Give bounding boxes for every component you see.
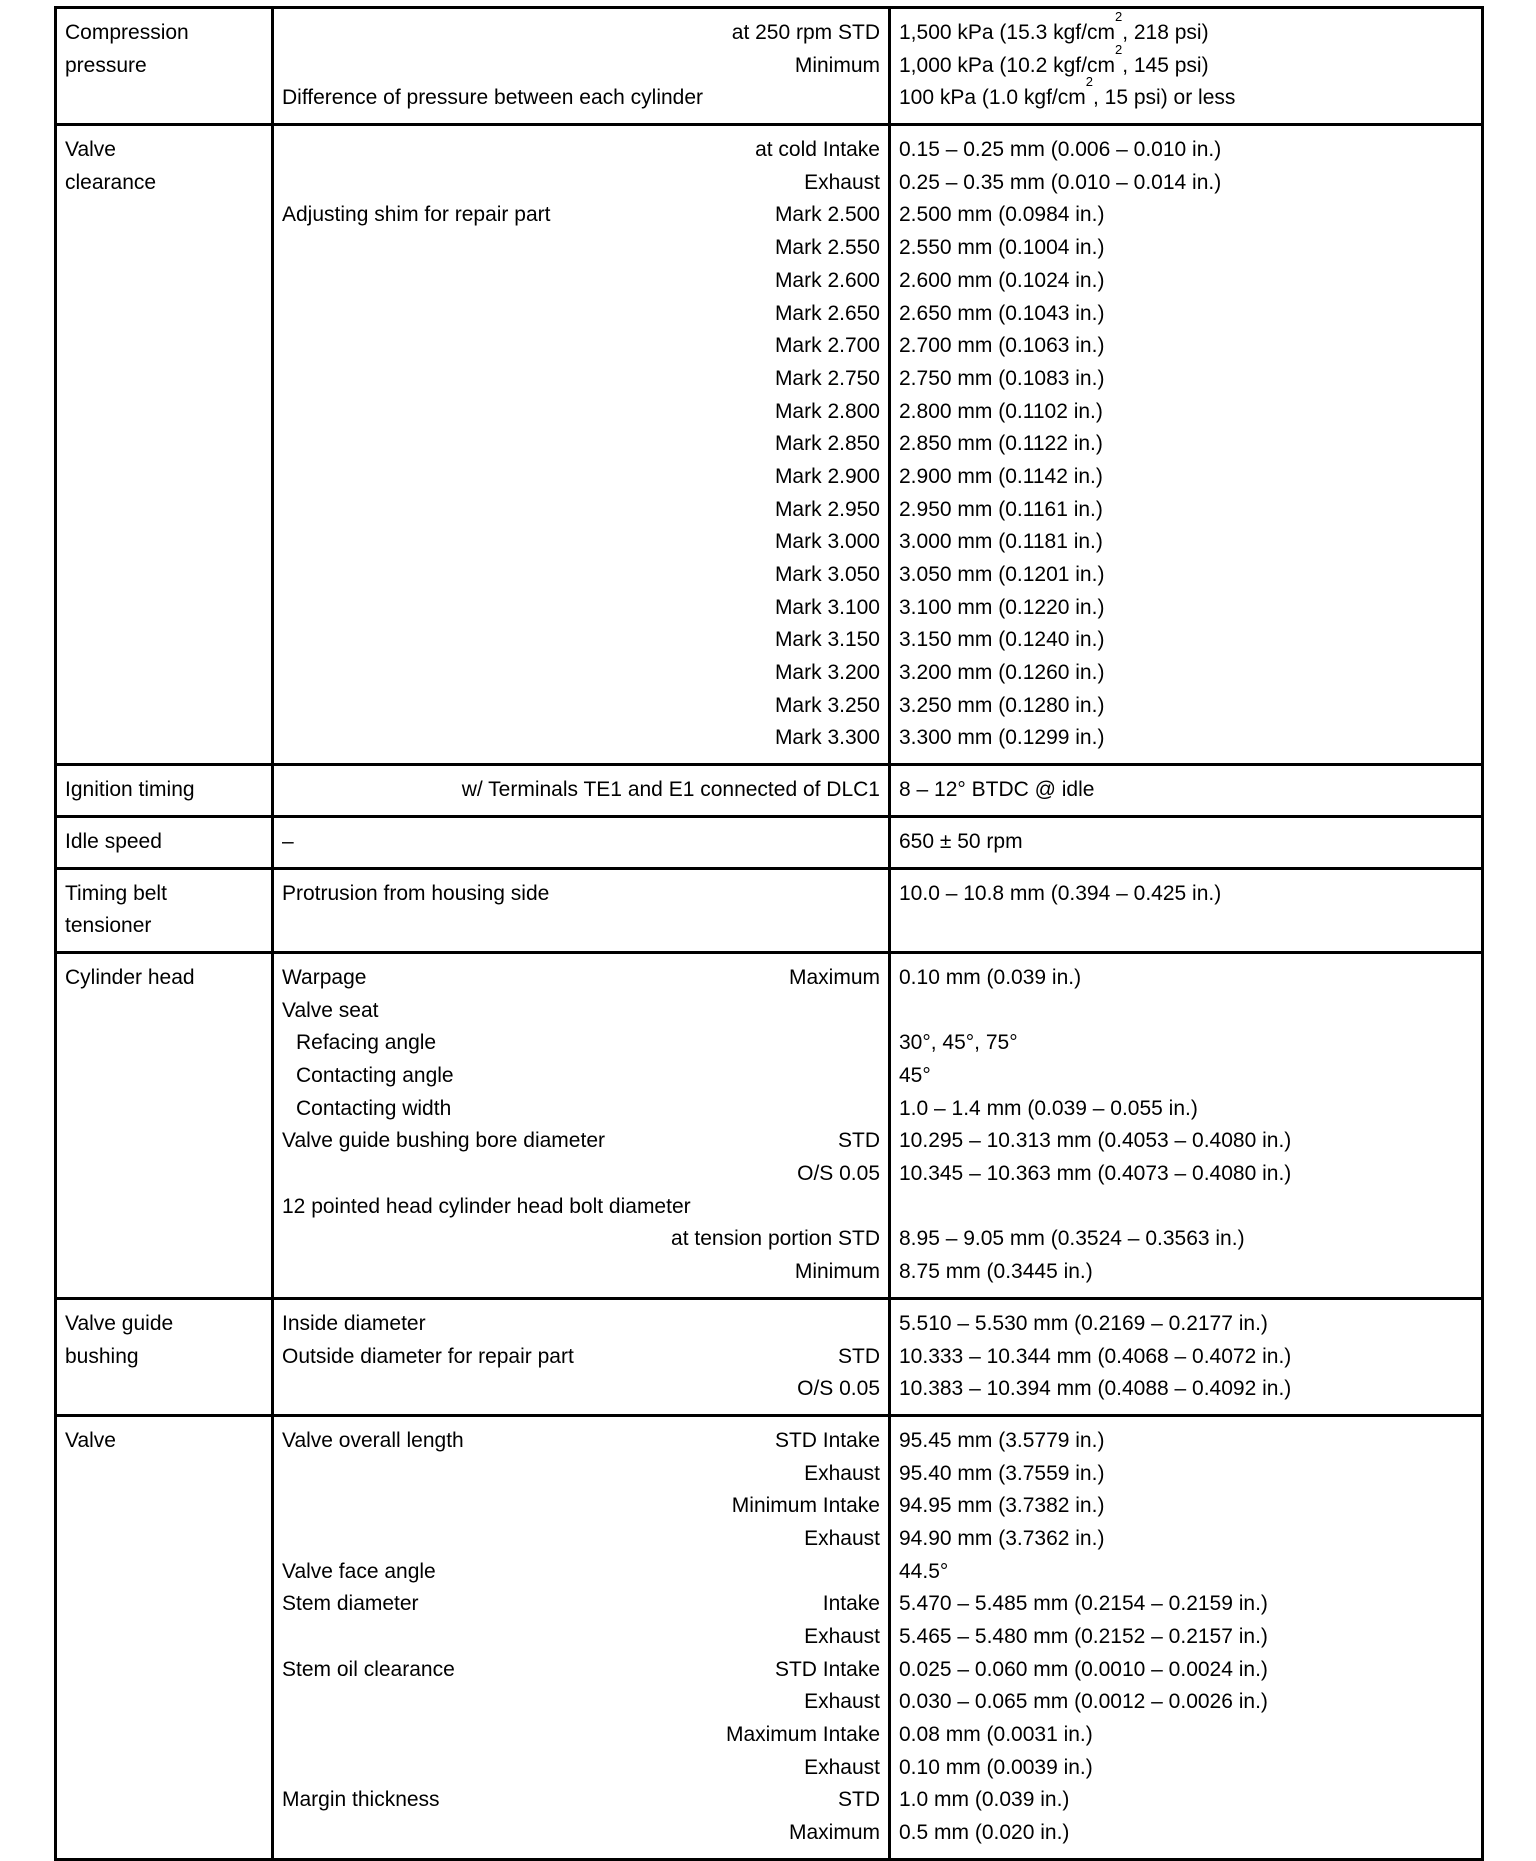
condition-label: Mark 2.950: [774, 497, 880, 521]
condition-line: [282, 298, 880, 331]
condition-label: Mark 2.550: [774, 236, 880, 260]
condition-label: STD Intake: [774, 1657, 880, 1681]
condition-label: Mark 2.750: [774, 366, 880, 390]
section-name: pressure: [65, 53, 147, 77]
condition-line: [282, 774, 880, 807]
condition-line: [282, 995, 880, 1028]
spec-value: 3.050 mm (0.1201 in.): [899, 563, 1105, 586]
item-label: Valve overall length: [282, 1428, 464, 1452]
spec-value: 3.200 mm (0.1260 in.): [899, 661, 1105, 685]
spec-value: 0.10 mm (0.0039 in.): [899, 1755, 1093, 1779]
section-name: clearance: [65, 170, 157, 194]
item-label: Valve seat: [282, 998, 379, 1022]
spec-value: 5.470 – 5.485 mm (0.2154 – 0.2159 in.): [899, 1592, 1268, 1616]
condition-label: Maximum Intake: [725, 1723, 880, 1747]
spec-value: 10.383 – 10.394 mm (0.4088 – 0.4092 in.): [899, 1377, 1292, 1401]
item-label: Protrusion from housing side: [282, 881, 550, 905]
condition-cell: [273, 816, 890, 868]
condition-label: [691, 1191, 880, 1224]
spec-value: 8.75 mm (0.3445 in.): [899, 1260, 1093, 1284]
condition-label: [426, 1308, 880, 1341]
condition-label: Exhaust: [804, 1526, 880, 1550]
condition-label: STD Intake: [774, 1428, 880, 1452]
condition-line: [282, 1784, 880, 1817]
condition-label: Exhaust: [804, 1625, 880, 1648]
section-name-cell: [56, 8, 273, 125]
spec-table-body: [56, 8, 1483, 1860]
section-name: Idle speed: [65, 829, 162, 853]
spec-value: 2.850 mm (0.1122 in.): [899, 432, 1103, 456]
condition-label: Exhaust: [804, 1461, 880, 1485]
section-name: Valve: [65, 138, 116, 162]
item-label: 12 pointed head cylinder head bolt diameter: [282, 1194, 691, 1218]
condition-line: [282, 624, 880, 657]
spec-value: 95.40 mm (3.7559 in.): [899, 1461, 1105, 1485]
condition-label: Intake: [822, 1592, 880, 1616]
condition-line: [282, 1556, 880, 1589]
condition-label: Minimum: [794, 53, 880, 77]
spec-section: [56, 765, 1483, 817]
item-label: Stem oil clearance: [282, 1657, 455, 1681]
condition-line: [282, 265, 880, 298]
spec-value: 1.0 mm (0.039 in.): [899, 1788, 1070, 1812]
condition-label: Mark 2.600: [774, 268, 880, 292]
condition-line: [282, 17, 880, 50]
item-label: Contacting width: [296, 1096, 452, 1120]
spec-value: 10.345 – 10.363 mm (0.4073 – 0.4080 in.): [899, 1162, 1292, 1186]
condition-line: [282, 1223, 880, 1256]
condition-line: [282, 1191, 880, 1224]
condition-label: Mark 3.000: [774, 530, 880, 554]
condition-label: Minimum Intake: [731, 1494, 880, 1518]
spec-section: [56, 1298, 1483, 1415]
condition-line: [282, 396, 880, 429]
condition-line: [282, 1490, 880, 1523]
condition-line: [282, 134, 880, 167]
condition-cell: [273, 125, 890, 765]
spec-value: 0.030 – 0.065 mm (0.0012 – 0.0026 in.): [899, 1690, 1268, 1714]
spec-section: [56, 952, 1483, 1298]
condition-label: w/ Terminals TE1 and E1 connected of DLC1: [461, 778, 880, 802]
condition-line: [282, 878, 880, 911]
section-name: bushing: [65, 1344, 139, 1368]
condition-label: Mark 2.800: [774, 399, 880, 423]
section-name: Valve: [65, 1428, 116, 1452]
spec-value: 0.25 – 0.35 mm (0.010 – 0.014 in.): [899, 170, 1222, 194]
condition-label: STD: [838, 1129, 880, 1153]
spec-section: [56, 125, 1483, 765]
condition-label: Mark 2.650: [774, 301, 880, 325]
condition-line: [282, 1752, 880, 1785]
item-label: Valve face angle: [282, 1559, 436, 1583]
value-cell: [890, 1415, 1483, 1859]
section-name: tensioner: [65, 914, 152, 938]
condition-label: Mark 2.850: [774, 432, 880, 456]
engine-spec-table: [54, 6, 1484, 1861]
condition-label: O/S 0.05: [797, 1377, 880, 1401]
condition-line: [282, 82, 880, 115]
condition-line: [282, 1654, 880, 1687]
condition-line: [282, 330, 880, 363]
spec-value: 1,000 kPa (10.2 kgf/cm 2 , 145 psi): [899, 41, 1209, 77]
condition-label: [294, 826, 880, 859]
item-label: –: [282, 829, 294, 853]
condition-label: [282, 910, 880, 943]
item-label: Difference of pressure between each cylinder: [282, 86, 704, 110]
item-label: Contacting angle: [296, 1064, 454, 1087]
condition-label: [436, 1556, 880, 1589]
spec-value: 8 – 12° BTDC @ idle: [899, 778, 1095, 802]
spec-value: 10.0 – 10.8 mm (0.394 – 0.425 in.): [899, 881, 1222, 905]
spec-value: [899, 995, 1473, 1028]
spec-value: 3.000 mm (0.1181 in.): [899, 530, 1103, 554]
item-label: Margin thickness: [282, 1788, 440, 1812]
condition-line: [282, 232, 880, 265]
condition-line: [282, 559, 880, 592]
spec-value: 2.750 mm (0.1083 in.): [899, 366, 1105, 390]
section-name: Ignition timing: [65, 778, 195, 802]
item-label: Stem diameter: [282, 1592, 419, 1616]
condition-line: [282, 50, 880, 83]
condition-line: [282, 1719, 880, 1752]
spec-value: 2.650 mm (0.1043 in.): [899, 301, 1105, 325]
condition-label: Exhaust: [804, 170, 880, 194]
condition-cell: [273, 8, 890, 125]
condition-label: Minimum: [794, 1260, 880, 1284]
spec-section: [56, 816, 1483, 868]
condition-label: O/S 0.05: [797, 1162, 880, 1186]
spec-value: 100 kPa (1.0 kgf/cm 2 , 15 psi) or less: [899, 74, 1236, 110]
condition-cell: [273, 1415, 890, 1859]
spec-value: 94.90 mm (3.7362 in.): [899, 1526, 1105, 1550]
section-name-cell: [56, 125, 273, 765]
spec-value: 2.600 mm (0.1024 in.): [899, 268, 1105, 292]
item-label: Adjusting shim for repair part: [282, 203, 551, 227]
section-name-cell: [56, 816, 273, 868]
condition-label: [549, 878, 880, 911]
condition-label: Mark 3.250: [774, 693, 880, 717]
spec-value: 0.5 mm (0.020 in.): [899, 1821, 1070, 1845]
condition-line: [282, 526, 880, 559]
spec-value: [899, 1191, 1473, 1224]
value-cell: [890, 868, 1483, 952]
condition-label: [451, 1093, 880, 1126]
condition-cell: [273, 765, 890, 817]
condition-line: [282, 1817, 880, 1850]
spec-value: 95.45 mm (3.5779 in.): [899, 1428, 1105, 1452]
condition-line: [282, 1027, 880, 1060]
condition-label: at 250 rpm STD: [731, 21, 880, 44]
item-label: Outside diameter for repair part: [282, 1344, 574, 1368]
condition-label: [454, 1060, 880, 1093]
section-name-cell: [56, 1298, 273, 1415]
condition-line: [282, 428, 880, 461]
spec-value: 94.95 mm (3.7382 in.): [899, 1494, 1105, 1518]
condition-line: [282, 722, 880, 755]
value-cell: [890, 952, 1483, 1298]
condition-label: Mark 3.100: [774, 595, 880, 619]
spec-value: 3.150 mm (0.1240 in.): [899, 628, 1105, 652]
condition-line: [282, 657, 880, 690]
spec-value: 2.950 mm (0.1161 in.): [899, 497, 1103, 521]
condition-line: [282, 1308, 880, 1341]
condition-line: [282, 461, 880, 494]
value-cell: [890, 125, 1483, 765]
spec-value: 2.800 mm (0.1102 in.): [899, 399, 1103, 423]
section-name-cell: [56, 952, 273, 1298]
condition-label: at tension portion STD: [671, 1227, 880, 1251]
section-name: Timing belt: [65, 881, 167, 905]
condition-label: Mark 3.050: [774, 563, 880, 586]
item-label: Warpage: [282, 965, 367, 989]
item-label: Valve guide bushing bore diameter: [282, 1129, 605, 1153]
spec-value: 1,500 kPa (15.3 kgf/cm 2 , 218 psi): [899, 9, 1209, 44]
value-cell: [890, 816, 1483, 868]
condition-label: Mark 2.700: [774, 334, 880, 358]
condition-label: Mark 3.200: [774, 661, 880, 685]
spec-value: 1.0 – 1.4 mm (0.039 – 0.055 in.): [899, 1096, 1198, 1120]
condition-line: [282, 826, 880, 859]
spec-value: 0.08 mm (0.0031 in.): [899, 1723, 1093, 1747]
condition-line: [282, 910, 880, 943]
item-label: Inside diameter: [282, 1311, 426, 1335]
spec-section: [56, 1415, 1483, 1859]
condition-line: [282, 1158, 880, 1191]
item-label: Refacing angle: [296, 1031, 437, 1055]
condition-line: [282, 494, 880, 527]
value-cell: [890, 8, 1483, 125]
condition-line: [282, 1686, 880, 1719]
condition-label: Mark 2.900: [774, 464, 880, 488]
spec-section: [56, 868, 1483, 952]
spec-value: 45°: [899, 1064, 931, 1087]
spec-value: 650 ± 50 rpm: [899, 829, 1023, 853]
section-name: Cylinder head: [65, 965, 195, 989]
section-name: Valve guide: [65, 1311, 174, 1335]
condition-cell: [273, 952, 890, 1298]
condition-line: [282, 1341, 880, 1374]
condition-line: [282, 1093, 880, 1126]
condition-label: STD: [838, 1344, 880, 1368]
condition-label: Maximum: [788, 1821, 880, 1845]
condition-cell: [273, 1298, 890, 1415]
section-name-cell: [56, 1415, 273, 1859]
condition-label: at cold Intake: [755, 138, 880, 162]
condition-cell: [273, 868, 890, 952]
condition-line: [282, 592, 880, 625]
condition-label: Exhaust: [804, 1690, 880, 1714]
condition-line: [282, 962, 880, 995]
section-name-cell: [56, 765, 273, 817]
spec-value: 0.025 – 0.060 mm (0.0010 – 0.0024 in.): [899, 1657, 1268, 1681]
condition-label: Mark 2.500: [774, 203, 880, 227]
spec-value: 10.295 – 10.313 mm (0.4053 – 0.4080 in.): [899, 1129, 1292, 1153]
condition-label: Mark 3.150: [774, 628, 880, 652]
condition-line: [282, 1523, 880, 1556]
condition-line: [282, 1256, 880, 1289]
spec-value: 3.100 mm (0.1220 in.): [899, 595, 1105, 619]
spec-value: 30°, 45°, 75°: [899, 1031, 1018, 1055]
value-cell: [890, 765, 1483, 817]
spec-value: 2.500 mm (0.0984 in.): [899, 203, 1105, 227]
spec-value: [899, 910, 1473, 943]
condition-line: [282, 363, 880, 396]
spec-value: 2.900 mm (0.1142 in.): [899, 464, 1103, 488]
condition-label: STD: [838, 1788, 880, 1812]
condition-label: [436, 1027, 880, 1060]
section-name: Compression: [65, 21, 189, 44]
condition-label: Mark 3.300: [774, 726, 880, 750]
spec-value: 10.333 – 10.344 mm (0.4068 – 0.4072 in.): [899, 1344, 1292, 1368]
spec-value: 2.550 mm (0.1004 in.): [899, 236, 1105, 260]
spec-section: [56, 8, 1483, 125]
condition-label: [379, 995, 881, 1028]
spec-value: 0.15 – 0.25 mm (0.006 – 0.010 in.): [899, 138, 1222, 162]
condition-line: [282, 1060, 880, 1093]
spec-value: 3.250 mm (0.1280 in.): [899, 693, 1105, 717]
condition-line: [282, 690, 880, 723]
condition-line: [282, 1588, 880, 1621]
condition-line: [282, 199, 880, 232]
condition-line: [282, 167, 880, 200]
section-name-cell: [56, 868, 273, 952]
condition-line: [282, 1373, 880, 1406]
spec-value: 8.95 – 9.05 mm (0.3524 – 0.3563 in.): [899, 1227, 1245, 1251]
condition-line: [282, 1125, 880, 1158]
condition-line: [282, 1425, 880, 1458]
condition-line: [282, 1458, 880, 1491]
spec-value: 2.700 mm (0.1063 in.): [899, 334, 1105, 358]
condition-label: Exhaust: [804, 1755, 880, 1779]
condition-line: [282, 1621, 880, 1654]
spec-value: 0.10 mm (0.039 in.): [899, 965, 1082, 989]
condition-label: Maximum: [788, 965, 880, 989]
value-cell: [890, 1298, 1483, 1415]
spec-value: 5.465 – 5.480 mm (0.2152 – 0.2157 in.): [899, 1625, 1268, 1648]
spec-value: 3.300 mm (0.1299 in.): [899, 726, 1105, 750]
condition-label: [703, 82, 880, 115]
spec-value: 5.510 – 5.530 mm (0.2169 – 0.2177 in.): [899, 1311, 1268, 1335]
spec-value: 44.5°: [899, 1559, 949, 1583]
